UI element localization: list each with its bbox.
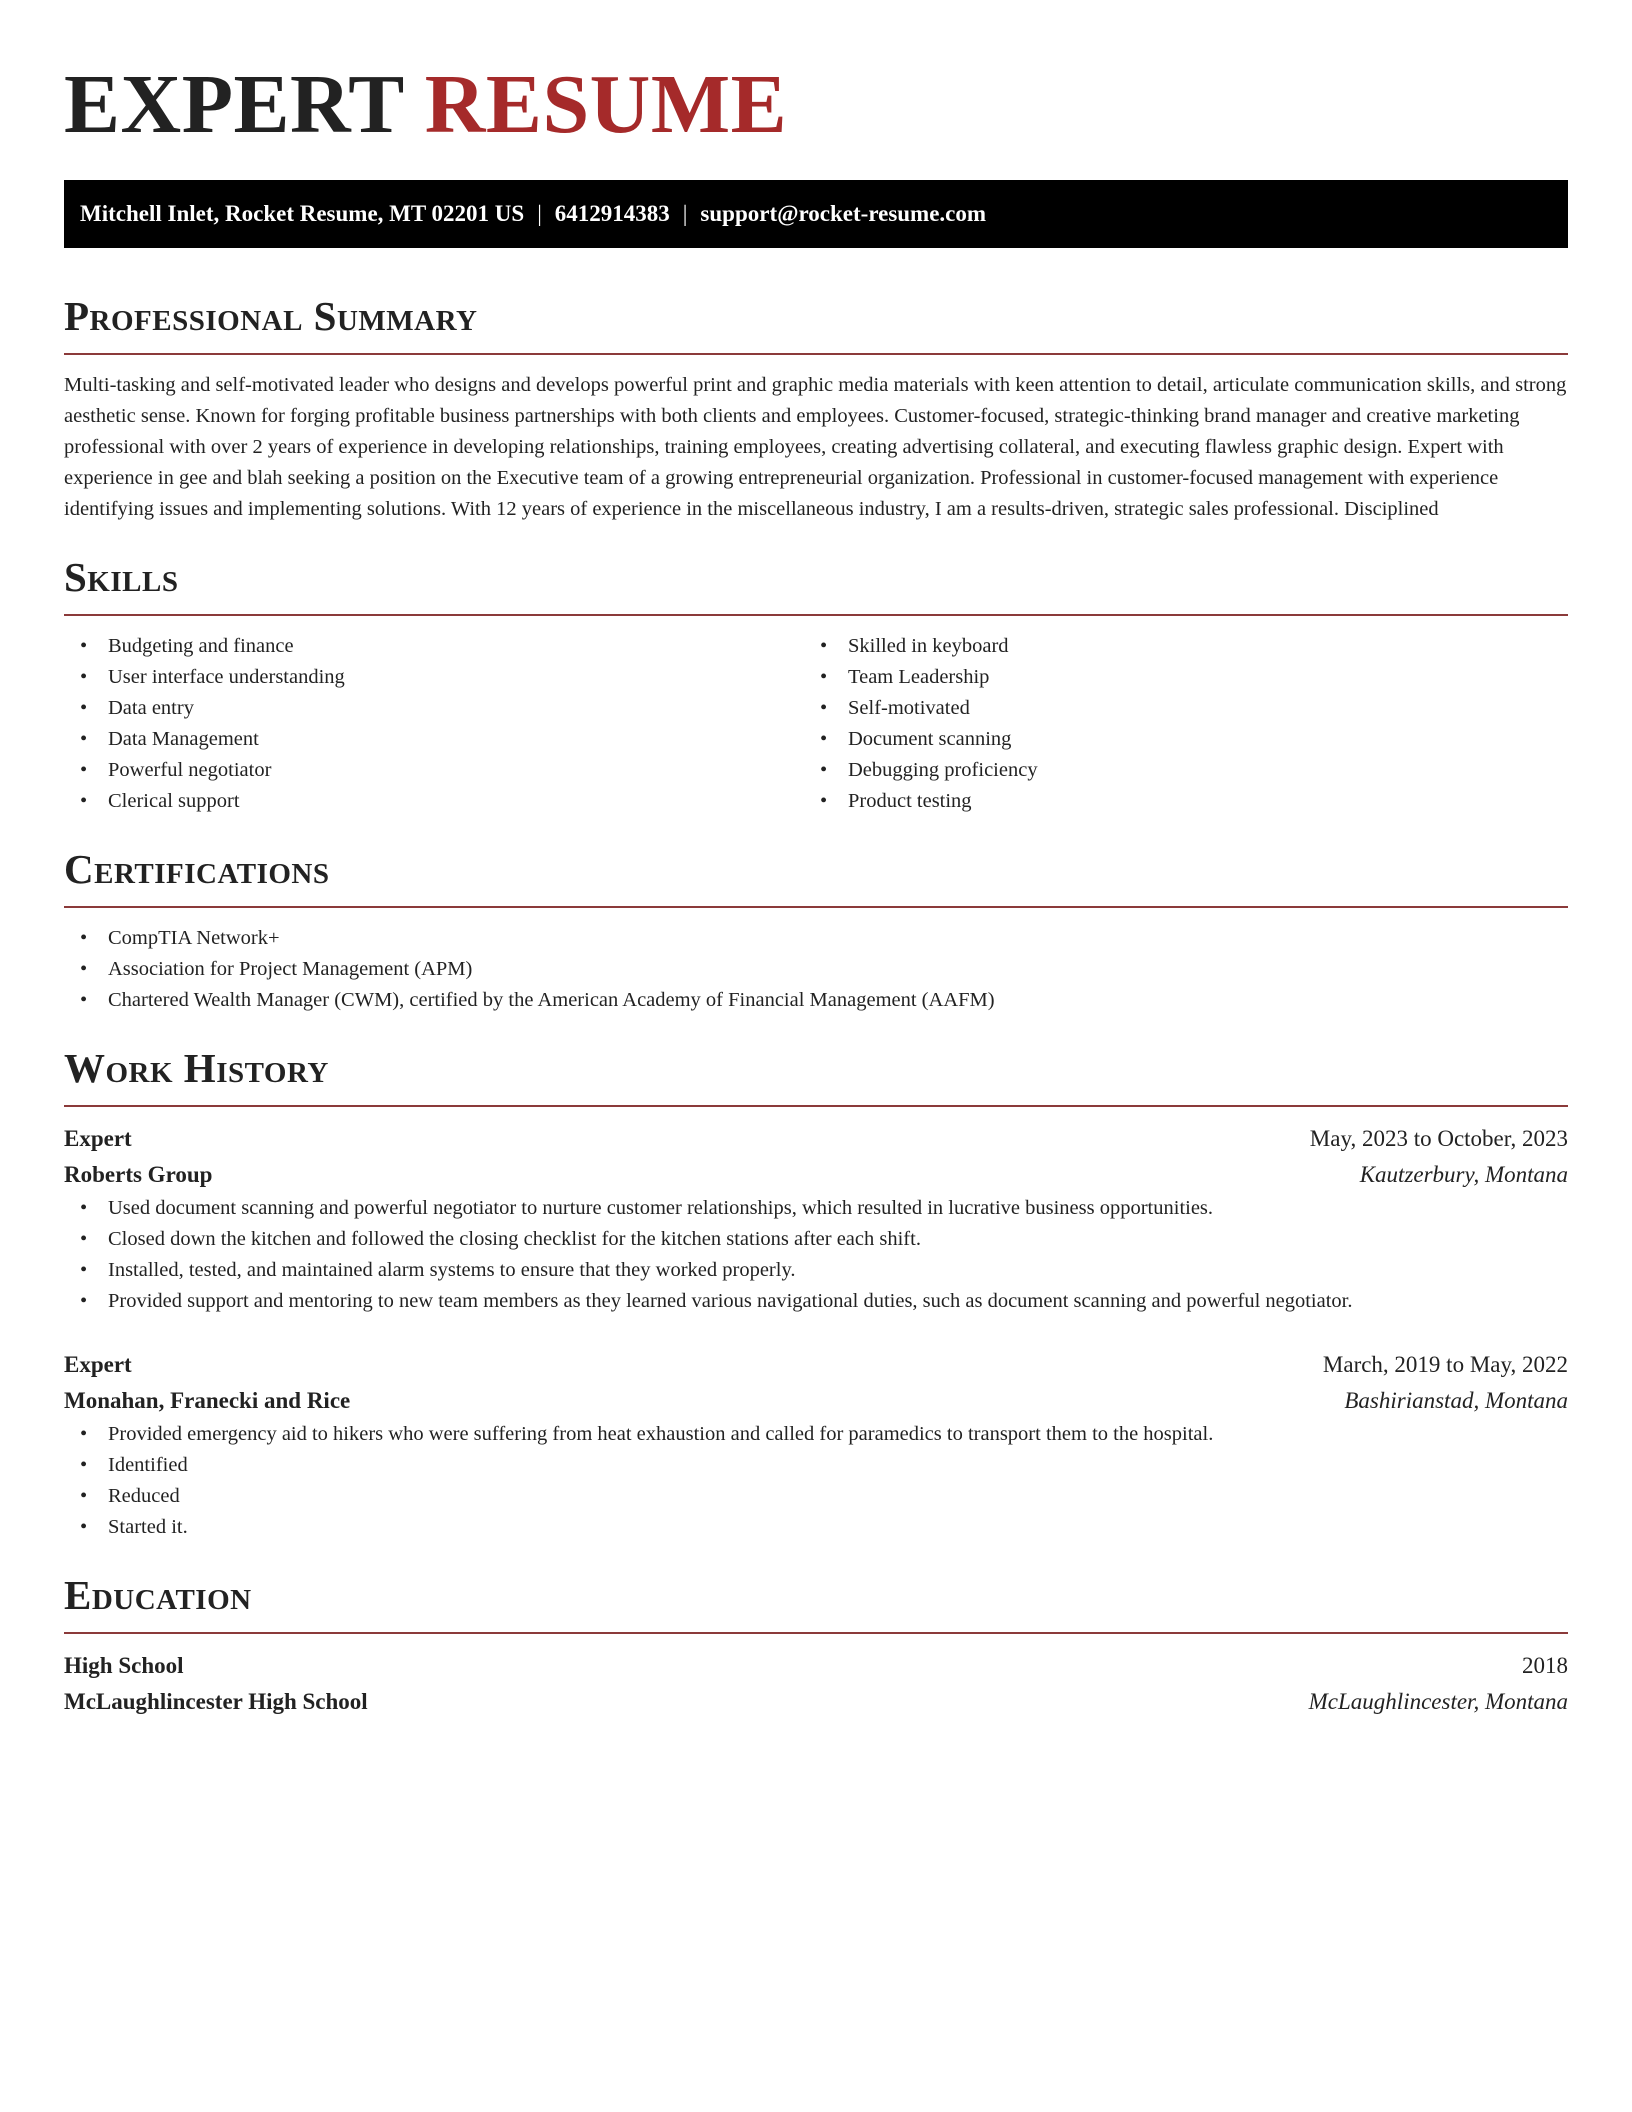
skill-item: • Self-motivated <box>804 693 1544 724</box>
skill-item: • Debugging proficiency <box>804 755 1544 786</box>
education-school-row <box>64 1684 1568 1720</box>
skills-list-right <box>804 631 1544 817</box>
job-company: Roberts Group <box>64 1162 213 1187</box>
contact-address: Mitchell Inlet, Rocket Resume, MT 02201 US <box>80 201 525 226</box>
job-duty: • Identified <box>64 1450 1568 1481</box>
education-year: 2018 <box>1522 1653 1568 1678</box>
section-divider <box>64 906 1568 908</box>
section-title: Education <box>64 1572 252 1618</box>
education-location: McLaughlincester, Montana <box>1308 1689 1568 1714</box>
job-entry <box>64 1347 1568 1543</box>
resume-page <box>64 0 1568 1720</box>
skill-item: • Budgeting and finance <box>64 631 804 662</box>
section-divider <box>64 614 1568 616</box>
skill-item: • Powerful negotiator <box>64 755 804 786</box>
job-duty: • Provided emergency aid to hikers who were suffering from heat exhaustion and called for paramedics to transport them to the hospital. <box>64 1419 1568 1450</box>
job-dates: May, 2023 to October, 2023 <box>1309 1126 1568 1151</box>
skills-section <box>64 553 1568 817</box>
skill-item: • Data Management <box>64 724 804 755</box>
job-location: Bashirianstad, Montana <box>1344 1388 1568 1413</box>
job-company: Monahan, Franecki and Rice <box>64 1388 351 1413</box>
skill-item: • Document scanning <box>804 724 1544 755</box>
skill-item: • User interface understanding <box>64 662 804 693</box>
skill-item: • Skilled in keyboard <box>804 631 1544 662</box>
contact-phone: 6412914383 <box>554 201 670 226</box>
job-duty: • Provided support and mentoring to new team members as they learned various navigational duties, such as document scanning and powerful negotiator. <box>64 1286 1568 1317</box>
job-location: Kautzerbury, Montana <box>1359 1162 1568 1187</box>
section-divider <box>64 1632 1568 1634</box>
first-name: EXPERT <box>64 58 404 151</box>
education-degree: High School <box>64 1653 184 1678</box>
job-duty: • Installed, tested, and maintained alarm systems to ensure that they worked properly. <box>64 1255 1568 1286</box>
certification-item: • CompTIA Network+ <box>64 923 1568 954</box>
section-title: Professional Summary <box>64 293 478 339</box>
certifications-list <box>64 923 1568 1016</box>
job-duty: • Used document scanning and powerful negotiator to nurture customer relationships, which resulted in lucrative business opportunities. <box>64 1193 1568 1224</box>
education-header-row <box>64 1648 1568 1684</box>
job-duties-list <box>64 1193 1568 1317</box>
section-divider <box>64 353 1568 355</box>
section-title: Certifications <box>64 846 330 892</box>
certification-item: • Chartered Wealth Manager (CWM), certified by the American Academy of Financial Management (AAFM) <box>64 985 1568 1016</box>
skill-item: • Clerical support <box>64 786 804 817</box>
certification-item: • Association for Project Management (APM) <box>64 954 1568 985</box>
certifications-section <box>64 845 1568 1016</box>
education-entry <box>64 1648 1568 1720</box>
section-divider <box>64 1105 1568 1107</box>
contact-bar <box>64 180 1568 248</box>
contact-separator: | <box>537 201 542 226</box>
contact-email: support@rocket-resume.com <box>700 201 987 226</box>
contact-separator: | <box>682 201 688 226</box>
resume-name <box>64 58 1568 152</box>
job-dates: March, 2019 to May, 2022 <box>1322 1352 1568 1377</box>
job-header-row <box>64 1347 1568 1383</box>
section-title: Skills <box>64 554 179 600</box>
skill-item: • Team Leadership <box>804 662 1544 693</box>
job-company-row <box>64 1383 1568 1419</box>
job-title: Expert <box>64 1352 132 1377</box>
education-section <box>64 1571 1568 1720</box>
job-entry <box>64 1121 1568 1317</box>
skill-item: • Data entry <box>64 693 804 724</box>
job-duty: • Started it. <box>64 1512 1568 1543</box>
summary-text: Multi-tasking and self-motivated leader who designs and develops powerful print and graphic media materials with keen attention to detail, articulate communication skills, and strong aesthetic sense. Known for forging profitable business partnerships with both clients and employees. Customer-focused, strategic-thinking brand manager and creative marketing professional with over 2 years of experience in developing relationships, training employees, creating advertising collateral, and executing flawless graphic design. Expert with experience in gee and blah seeking a position on the Executive team of a growing entrepreneurial organization. Professional in customer-focused management with experience identifying issues and implementing solutions. With 12 years of experience in the miscellaneous industry, I am a results-driven, strategic sales professional. Disciplined <box>64 374 1567 520</box>
job-duty: • Closed down the kitchen and followed the closing checklist for the kitchen stations after each shift. <box>64 1224 1568 1255</box>
job-duties-list <box>64 1419 1568 1543</box>
skill-item: • Product testing <box>804 786 1544 817</box>
job-title: Expert <box>64 1126 132 1151</box>
skills-columns <box>64 631 1568 817</box>
education-school: McLaughlincester High School <box>64 1689 368 1714</box>
summary-section <box>64 292 1568 525</box>
job-duty: • Reduced <box>64 1481 1568 1512</box>
section-title: Work History <box>64 1045 329 1091</box>
job-company-row <box>64 1157 1568 1193</box>
last-name: RESUME <box>424 58 788 151</box>
skills-list-left <box>64 631 804 817</box>
job-header-row <box>64 1121 1568 1157</box>
work-history-section <box>64 1044 1568 1543</box>
